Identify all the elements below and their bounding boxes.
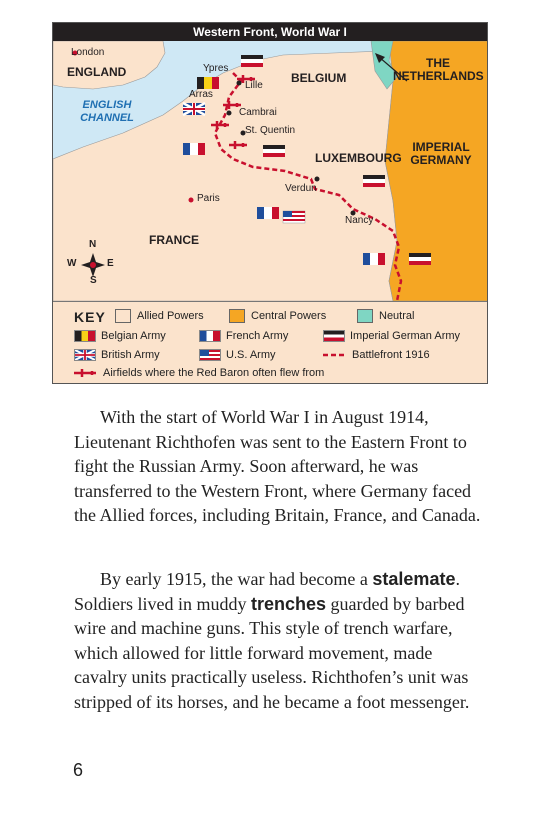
label-belgium: BELGIUM: [291, 71, 347, 85]
british-flag-icon: [183, 103, 205, 115]
key-imperial-german-army: [323, 330, 460, 342]
label-st-quentin: St. Quentin: [245, 125, 296, 136]
belgian-flag-icon: [197, 77, 219, 89]
label-verdun: Verdun: [285, 183, 317, 194]
german-flag-icon: [409, 253, 431, 265]
central-swatch: [229, 309, 245, 323]
label-english-channel: ENGLISH CHANNEL: [80, 99, 134, 124]
key-british-army: [74, 349, 160, 361]
airfield-plane-icon: [74, 368, 98, 378]
paragraph-2: [74, 567, 484, 714]
german-flag-icon: [241, 55, 263, 67]
us-flag-icon: [283, 211, 305, 223]
paragraph-2-text: [74, 567, 484, 714]
label-cambrai: Cambrai: [239, 107, 277, 118]
key-airfields-label: Airfields where the Red Baron often flew from: [103, 367, 325, 379]
label-paris: Paris: [197, 193, 220, 204]
french-flag-icon: [257, 207, 279, 219]
paragraph-2-part-b: . Soldiers lived in muddy: [74, 569, 460, 614]
compass-e: E: [107, 258, 114, 269]
key-airfields: [74, 367, 324, 379]
lille-dot: [237, 81, 242, 86]
glossary-term-stalemate: stalemate: [372, 569, 456, 589]
label-nancy: Nancy: [345, 215, 374, 226]
neutral-swatch: [357, 309, 373, 323]
map-key: [53, 301, 487, 384]
compass-s: S: [90, 275, 97, 286]
label-lille: Lille: [245, 80, 263, 91]
label-luxembourg: LUXEMBOURG: [315, 151, 402, 165]
paris-dot: [189, 198, 194, 203]
map-figure: [52, 22, 488, 384]
battlefront-line-icon: [323, 350, 347, 360]
paragraph-1: [74, 405, 484, 528]
french-flag-icon: [199, 330, 221, 342]
compass-w: W: [67, 258, 77, 269]
key-french-army-label: French Army: [226, 330, 289, 342]
belgian-flag-icon: [74, 330, 96, 342]
french-flag-icon: [363, 253, 385, 265]
cambrai-dot: [227, 111, 232, 116]
glossary-term-trenches: trenches: [251, 593, 327, 614]
key-allied-label: Allied Powers: [137, 310, 204, 322]
german-flag-icon: [363, 175, 385, 187]
label-netherlands: THE NETHERLANDS: [393, 56, 484, 83]
verdun-dot: [315, 177, 320, 182]
key-central-label: Central Powers: [251, 310, 327, 322]
label-imperial-germany: IMPERIAL GERMANY: [410, 140, 472, 167]
label-london: London: [71, 47, 105, 58]
label-arras: Arras: [189, 89, 213, 100]
key-battlefront: [323, 349, 430, 361]
allied-swatch: [115, 309, 131, 323]
us-flag-icon: [199, 349, 221, 361]
key-title: KEY: [74, 309, 106, 325]
paragraph-2-part-c: guarded by barbed wire and machine guns. This style of trench warfare, which allowed for little forward movement, made cavalry units practically useless. Richthofen’s unit was stripped of its horses, and he became a foot messenger.: [74, 593, 470, 712]
page-number: 6: [73, 760, 84, 780]
key-us-army-label: U.S. Army: [226, 349, 276, 361]
british-flag-icon: [74, 349, 96, 361]
key-us-army: [199, 349, 276, 361]
key-battlefront-label: Battlefront 1916: [352, 349, 430, 361]
key-neutral-label: Neutral: [379, 310, 415, 322]
key-allied: [115, 309, 204, 323]
paragraph-2-part-a: By early 1915, the war had become a: [100, 569, 373, 589]
paragraph-1-text: With the start of World War I in August 1914, Lieutenant Richthofen was sent to the Eastern Front to fight the Russian Army. Soon afterward, he was transferred to the Western Front, where Germany faced the Allied forces, including Britain, France, and Canada.: [74, 407, 481, 525]
key-belgian-army-label: Belgian Army: [101, 330, 166, 342]
german-flag-icon: [323, 330, 345, 342]
german-flag-icon: [263, 145, 285, 157]
key-imperial-german-army-label: Imperial German Army: [350, 330, 461, 342]
key-belgian-army: [74, 330, 166, 342]
map-title: Western Front, World War I: [53, 23, 487, 41]
french-flag-icon: [183, 143, 205, 155]
key-central: [229, 309, 326, 323]
label-ypres: Ypres: [203, 63, 229, 74]
label-england: ENGLAND: [67, 65, 127, 79]
label-france: FRANCE: [149, 233, 199, 247]
key-neutral: [357, 309, 414, 323]
compass-n: N: [89, 239, 97, 250]
key-french-army: [199, 330, 288, 342]
key-british-army-label: British Army: [101, 349, 160, 361]
